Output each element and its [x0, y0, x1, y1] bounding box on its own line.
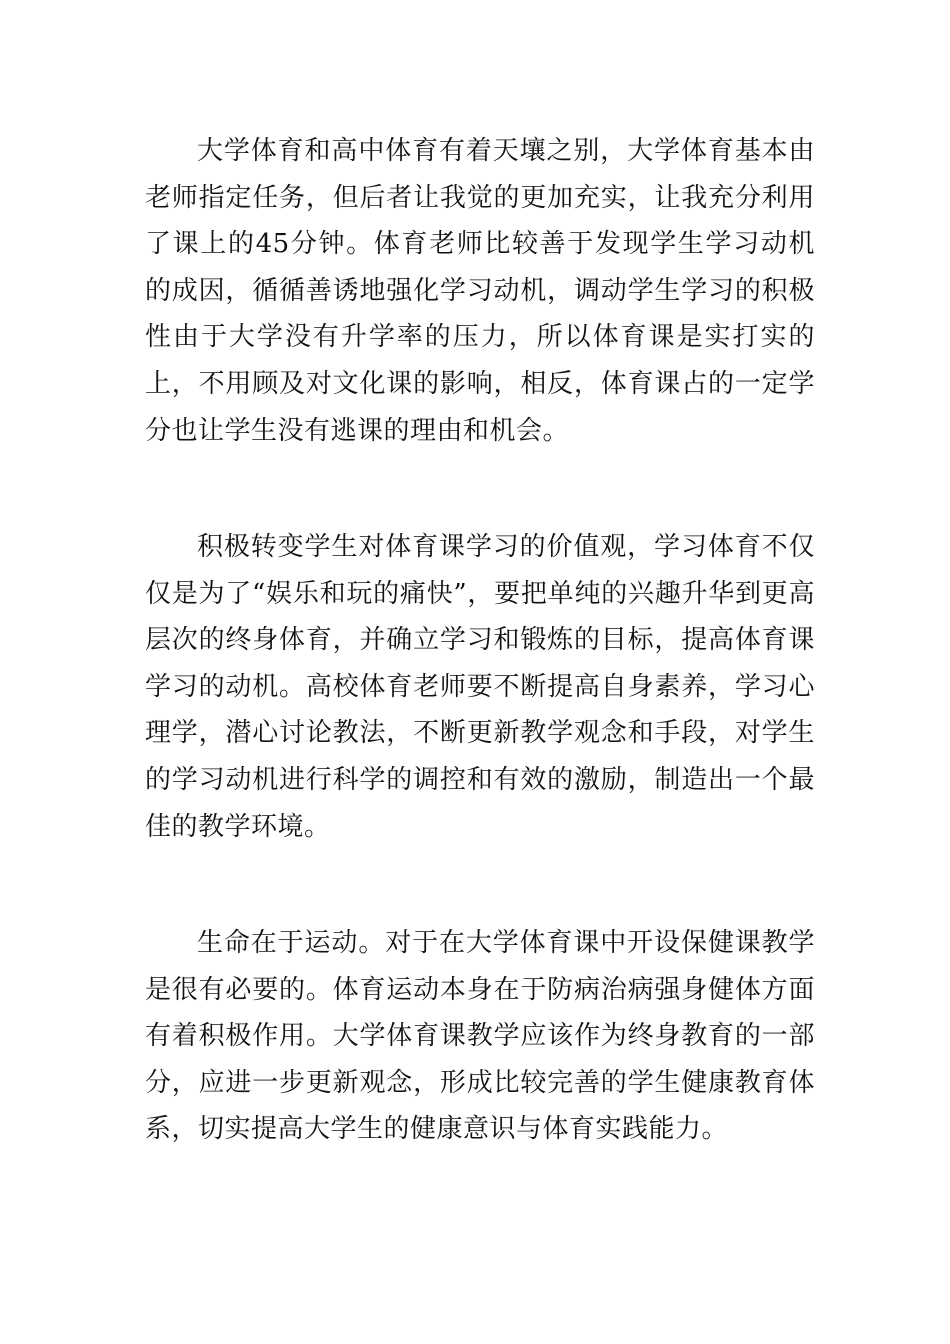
paragraph-1: 大学体育和高中体育有着天壤之别，大学体育基本由老师指定任务，但后者让我觉的更加充实，让我充分利用了课上的45分钟。体育老师比较善于发现学生学习动机的成因，循循善诱地强化学习动机，调动学生学习的积极性由于大学没有升学率的压力，所以体育课是实打实的上，不用顾及对文化课的影响，相反，体育课占的一定学分也让学生没有逃课的理由和机会。 — [145, 136, 815, 446]
paragraph-3: 生命在于运动。对于在大学体育课中开设保健课教学是很有必要的。体育运动本身在于防病治病强身健体方面有着积极作用。大学体育课教学应该作为终身教育的一部分，应进一步更新观念，形成比较完善的学生健康教育体系，切实提高大学生的健康意识与体育实践能力。 — [145, 928, 815, 1145]
paragraph-2: 积极转变学生对体育课学习的价值观，学习体育不仅仅是为了“娱乐和玩的痛快”，要把单纯的兴趣升华到更高层次的终身体育，并确立学习和锻炼的目标，提高体育课学习的动机。高校体育老师要不断提高自身素养，学习心理学，潜心讨论教法，不断更新教学观念和手段，对学生的学习动机进行科学的调控和有效的激励，制造出一个最佳的教学环境。 — [145, 532, 815, 842]
